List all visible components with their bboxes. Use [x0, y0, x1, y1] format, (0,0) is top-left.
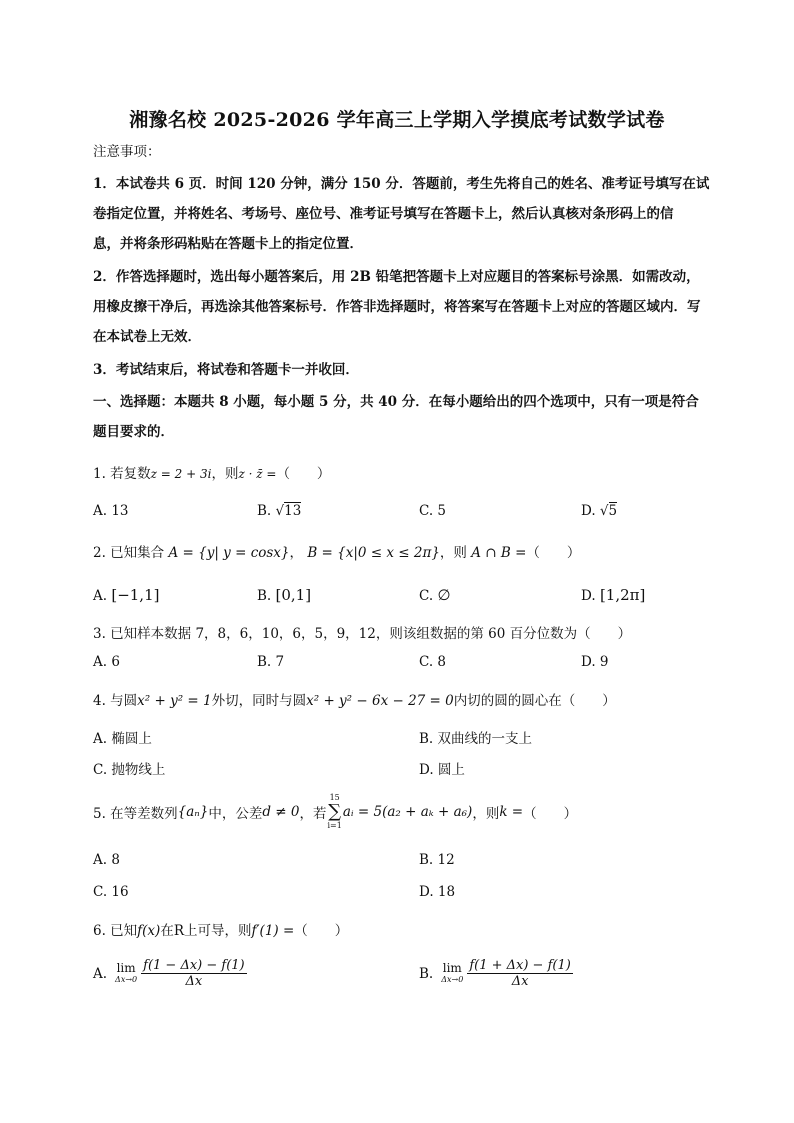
summation-symbol: 15 ∑ i=1 [327, 793, 342, 830]
question-2-stem: 2. 已知集合 A = {y| y = cosx}， B = {x|0 ≤ x ≤ 2π}，则 A ∩ B =（ ） [93, 545, 581, 561]
question-6-option-b: B. lim Δx→0 $\frac{f(1 + \Delta x) - f(1)}{\Delta x}$ [419, 958, 571, 989]
question-6-stem: 6. 已知f(x)在R上可导，则f′(1) =（ ） [93, 923, 349, 939]
question-5-option-d: D. 18 [419, 884, 456, 900]
question-4-option-a: A. 椭圆上 [93, 731, 152, 747]
question-2-option-d: D. [1,2π] [581, 586, 646, 604]
question-2-option-a: A. [−1,1] [93, 586, 160, 604]
question-6-option-a: A. lim Δx→0 $\frac{f(1 - \Delta x) - f(1)}{\Delta x}$ [93, 958, 245, 989]
fraction: $\frac{f(1 + \Delta x) - f(1)}{\Delta x}$ [469, 958, 571, 989]
notice-2-line-2: 用橡皮擦干净后，再选涂其他答案标号．作答非选择题时，将答案写在答题卡上对应的答题区域内．写 [93, 299, 701, 315]
question-1-option-a: A. 13 [93, 503, 129, 519]
page-title: 湘豫名校 2025-2026 学年高三上学期入学摸底考试数学试卷 [129, 109, 665, 131]
question-3-option-c: C. 8 [419, 654, 447, 670]
question-3-option-d: D. 9 [581, 654, 609, 670]
question-3-option-a: A. 6 [93, 654, 120, 670]
question-1-option-b: B. √13 [257, 503, 302, 519]
question-4-stem: 4. 与圆x² + y² = 1外切，同时与圆x² + y² − 6x − 27 = 0内切的圆的圆心在（ ） [93, 693, 616, 709]
notice-1-line-2: 卷指定位置，并将姓名、考场号、座位号、准考证号填写在答题卡上，然后认真核对条形码上的信 [93, 206, 674, 222]
limit-operator: lim Δx→0 [115, 960, 138, 984]
question-3-stem: 3. 已知样本数据 7，8，6，10，6，5，9，12，则该组数据的第 60 百分位数为（ ） [93, 626, 632, 642]
section-1-line-2: 题目要求的． [93, 424, 174, 440]
question-5-option-a: A. 8 [93, 852, 120, 868]
question-2-option-c: C. ∅ [419, 586, 451, 604]
notice-1-line-3: 息，并将条形码粘贴在答题卡上的指定位置． [93, 236, 363, 252]
question-1-stem: 1. 若复数z = 2 + 3i，则z · z̄ =（ ） [93, 466, 331, 482]
section-1-line-1: 一、选择题：本题共 8 小题，每小题 5 分，共 40 分．在每小题给出的四个选项中，只有一项是符合 [93, 394, 699, 410]
question-4-option-c: C. 抛物线上 [93, 762, 166, 778]
fraction: $\frac{f(1 - \Delta x) - f(1)}{\Delta x}$ [143, 958, 245, 989]
notice-1-line-1: 1．本试卷共 6 页．时间 120 分钟，满分 150 分．答题前，考生先将自己的姓名、准考证号填写在试 [93, 176, 710, 192]
notice-heading: 注意事项： [93, 144, 161, 160]
question-5-stem: 5. 在等差数列 {aₙ} 中，公差 d ≠ 0 ，若 15 ∑ i=1 aᵢ = 5(a₂ + aₖ + a₆) ，则 k = （ ） [93, 793, 578, 830]
question-5-option-c: C. 16 [93, 884, 129, 900]
question-4-option-b: B. 双曲线的一支上 [419, 731, 533, 747]
notice-2-line-1: 2．作答选择题时，选出每小题答案后，用 2B 铅笔把答题卡上对应题目的答案标号涂黑．如需改动， [93, 269, 700, 285]
question-2-option-b: B. [0,1] [257, 586, 312, 604]
question-1-option-c: C. 5 [419, 503, 447, 519]
limit-operator: lim Δx→0 [441, 960, 464, 984]
question-5-option-b: B. 12 [419, 852, 455, 868]
question-3-option-b: B. 7 [257, 654, 285, 670]
question-1-option-d: D. √5 [581, 503, 618, 519]
notice-2-line-3: 在本试卷上无效． [93, 329, 201, 345]
question-4-option-d: D. 圆上 [419, 762, 465, 778]
notice-3: 3．考试结束后，将试卷和答题卡一并收回． [93, 362, 359, 378]
